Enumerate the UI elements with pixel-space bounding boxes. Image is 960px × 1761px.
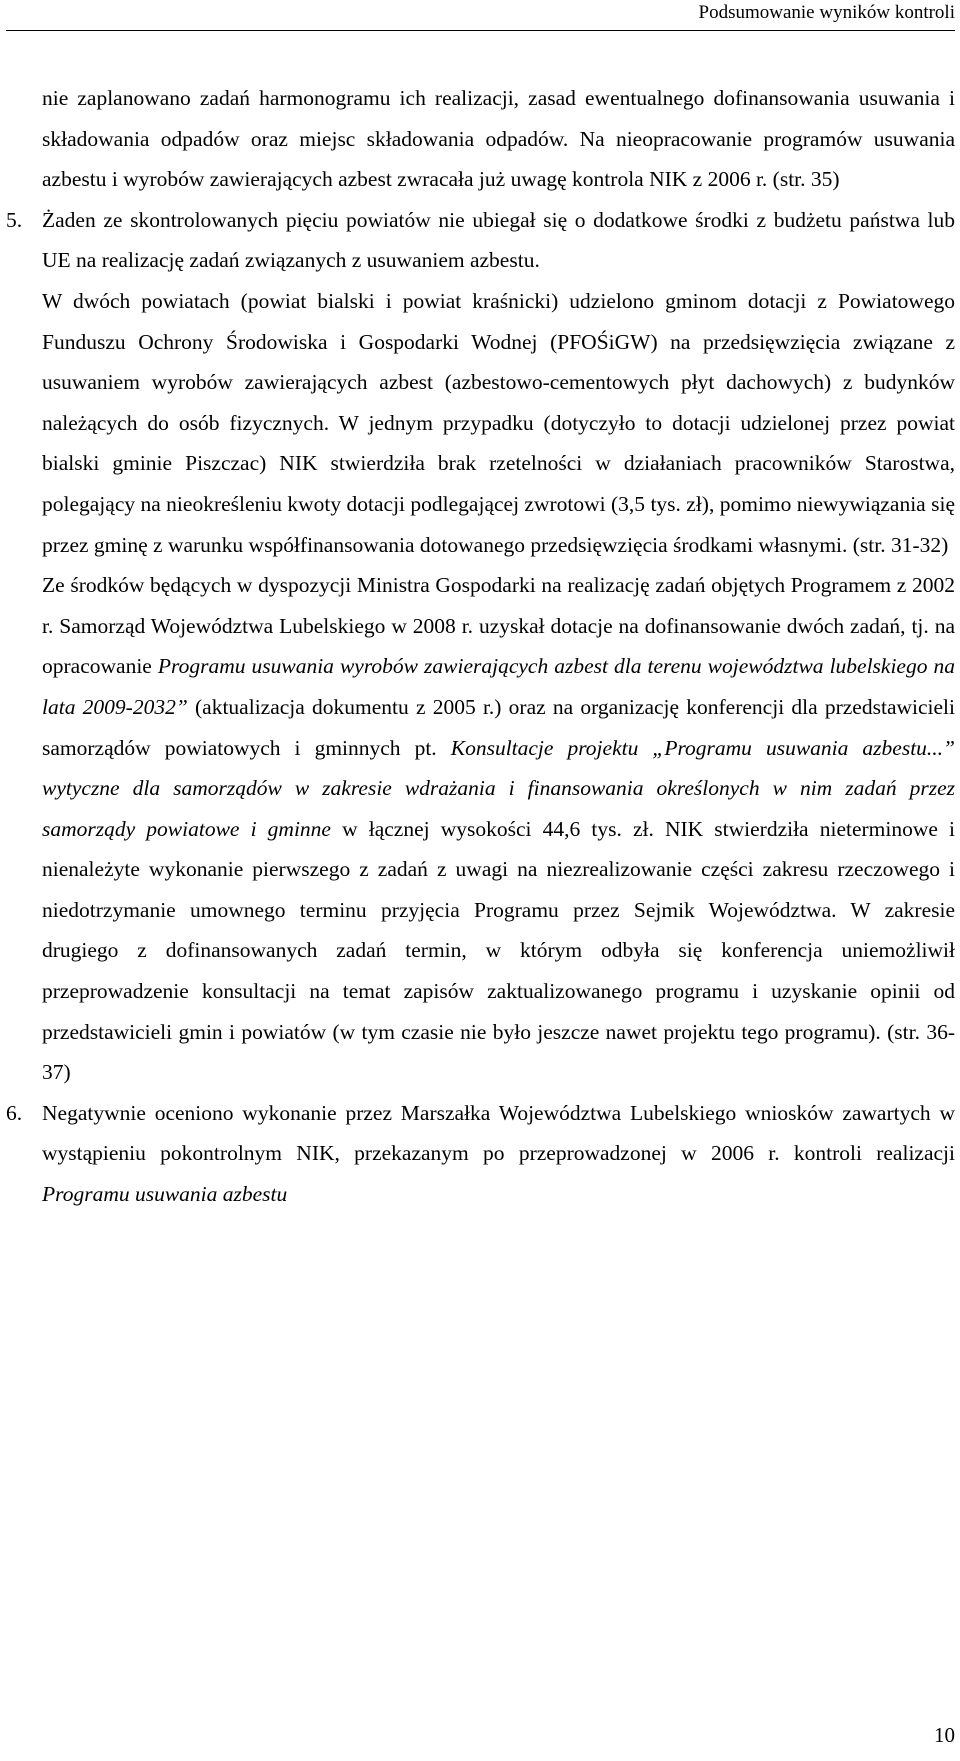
item-number: 5. [6,207,23,232]
document-body [6,78,956,1215]
list-item-6 [6,1093,955,1215]
paragraph: Żaden ze skontrolowanych pięciu powiatów nie ubiegał się o dodatkowe środki z budżetu państwa lub UE na realizację zadań związanych z usuwaniem azbestu. [42,207,955,273]
paragraph [42,565,955,1093]
header-rule [6,30,955,31]
paragraph: W dwóch powiatach (powiat bialski i powiat kraśnicki) udzielono gminom dotacji z Powiatowego Funduszu Ochrony Środowiska i Gospodarki Wodnej (PFOŚiGW) na przedsięwzięcia związane z usuwaniem wyrobów zawierających azbest (azbestowo-cementowych płyt dachowych) z budynków należących do osób fizycznych. W jednym przypadku (dotyczyło to dotacji udzielonej przez powiat bialski gminie Piszczac) NIK stwierdziła brak rzetelności w działaniach pracowników Starostwa, polegający na nieokreśleniu kwoty dotacji podlegającej zwrotowi (3,5 tys. zł), pomimo niewywiązania się przez gminę z warunku współfinansowania dotowanego przedsięwzięcia środkami własnymi. (str. 31-32) [42,288,955,557]
text-span: (aktualizacja dokumentu z 2005 r.) oraz na organizację konferencji dla przedstawicieli samorządów powiatowych i gminnych pt. [42,694,955,760]
item-number: 6. [6,1100,23,1125]
text-span: Ze środków będących w dyspozycji Ministra Gospodarki na realizację zadań objętych Programem z 2002 r. Samorząd Województwa Lubelskiego w 2008 r. uzyskał dotacje na dofinansowanie dwóch zadań, tj. na opracowanie [42,573,955,679]
intro-paragraph: nie zaplanowano zadań harmonogramu ich realizacji, zasad ewentualnego dofinansowania usuwania i składowania odpadów oraz miejsc składowania odpadów. Na nieopracowanie programów usuwania azbestu i wyrobów zawierających azbest zwracała już uwagę kontrola NIK z 2006 r. (str. 35) [42,86,955,192]
italic-title: Programu usuwania wyrobów zawierających azbest dla terenu województwa lubelskiego na lata 2009-2032” [42,654,956,719]
running-header: Podsumowanie wyników kontroli [698,2,955,23]
paragraph [42,1093,955,1215]
page-number: 10 [934,1723,955,1747]
italic-title: Konsultacje projektu „Programu usuwania azbestu...” wytyczne dla samorządów w zakresie wdrażania i finansowania określonych w nim zadań przez samorządy powiatowe i gminne [42,735,955,841]
italic-title: Programu usuwania azbestu [42,1182,288,1207]
text-span: w łącznej wysokości 44,6 tys. zł. NIK stwierdziła nieterminowe i nienależyte wykonanie pierwszego z zadań z uwagi na niezrealizowanie części zakresu rzeczowego i niedotrzymanie umownego terminu przyjęcia Programu przez Sejmik Województwa. W zakresie drugiego z dofinansowanych zadań termin, w którym odbyła się konferencja uniemożliwił przeprowadzenie konsultacji na temat zapisów zaktualizowanego programu i uzyskanie opinii od przedstawicieli gmin i powiatów (w tym czasie nie było jeszcze nawet projektu tego programu). (str. 36-37) [42,816,956,1085]
list-item-5 [6,200,956,1093]
text-span: Negatywnie oceniono wykonanie przez Marszałka Województwa Lubelskiego wniosków zawartych w wystąpieniu pokontrolnym NIK, przekazanym po przeprowadzonej w 2006 r. kontroli realizacji [42,1100,955,1166]
